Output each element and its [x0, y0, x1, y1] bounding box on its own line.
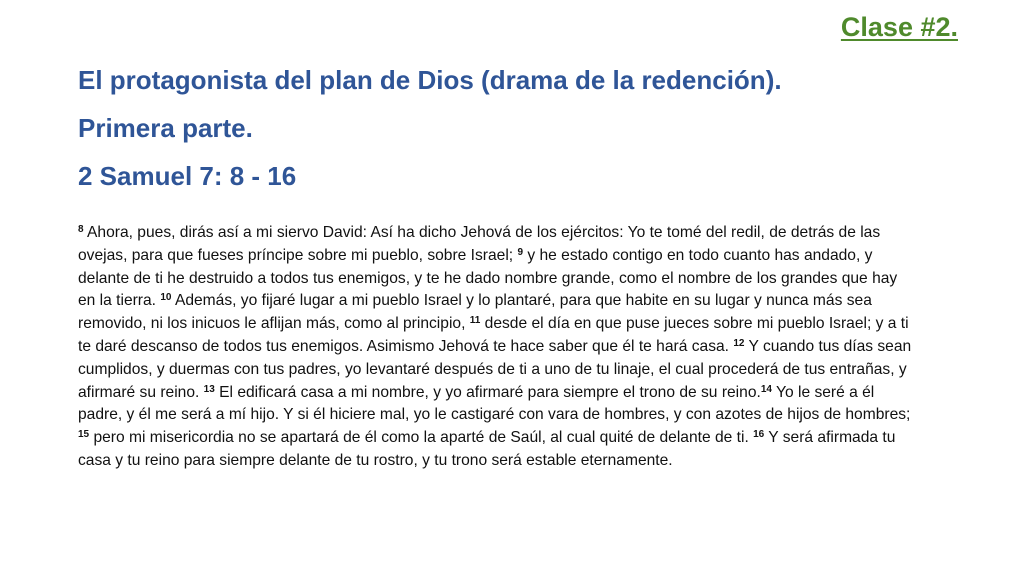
verse-number: 13 — [203, 383, 215, 395]
class-number-label: Clase #2. — [840, 12, 958, 42]
verse-text: y he estado contigo en todo cuanto has andado, y delante de ti he destruido a todos tus enemigos, y te he dado nombre grande, como el nombre de los grandes que hay en la tierra. — [78, 246, 898, 310]
verse-number: 12 — [733, 337, 745, 349]
scripture-reference: 2 Samuel 7: 8 - 16 — [78, 161, 297, 191]
verse-text: pero mi misericordia no se apartará de él como la aparté de Saúl, al cual quité de delante de ti. — [89, 429, 754, 447]
slide-subtitle: Primera parte. — [78, 113, 253, 143]
heading-block — [78, 56, 978, 200]
scripture-passage — [78, 222, 913, 473]
verse-text: Yo le seré a él padre, y él me será a mí hijo. Y si él hiciere mal, yo le castigaré con vara de hombres, y con azotes de hijos de hombres; — [78, 383, 911, 424]
verse-text: Además, yo fijaré lugar a mi pueblo Israel y lo plantaré, para que habite en su lugar y nunca más sea removido, ni los inicuos le aflijan más, como al principio, — [78, 292, 872, 333]
verse-number: 9 — [517, 246, 524, 258]
verse-number: 14 — [760, 383, 772, 395]
verse-number: 8 — [78, 224, 84, 235]
verse-text: El edificará casa a mi nombre, y yo afirmaré para siempre el trono de su reino. — [214, 383, 761, 401]
verse-text: desde el día en que puse jueces sobre mi pueblo Israel; y a ti te daré descanso de todos tus enemigos. Asimismo Jehová te hace saber que él te hará casa. — [78, 315, 909, 355]
slide-title: El protagonista del plan de Dios (drama de la redención). — [78, 65, 782, 95]
verse-number: 15 — [78, 429, 90, 441]
verse-number: 16 — [753, 429, 765, 441]
verse-text: Y cuando tus días sean cumplidos, y duermas con tus padres, yo levantaré después de ti a uno de tu linaje, el cual procederá de tus entrañas, y afirmaré su reino. — [78, 337, 912, 401]
verse-number: 10 — [160, 292, 172, 304]
verse-text: Y será afirmada tu casa y tu reino para siempre delante de tu rostro, y tu trono será estable eternamente. — [78, 429, 896, 469]
verse-number: 11 — [469, 315, 481, 327]
verse-text: Ahora, pues, dirás así a mi siervo David: Así ha dicho Jehová de los ejércitos: Yo te tomé del redil, de detrás de las ovejas, para que fueses príncipe sobre mi pueblo, sobre Israel; — [78, 224, 881, 264]
